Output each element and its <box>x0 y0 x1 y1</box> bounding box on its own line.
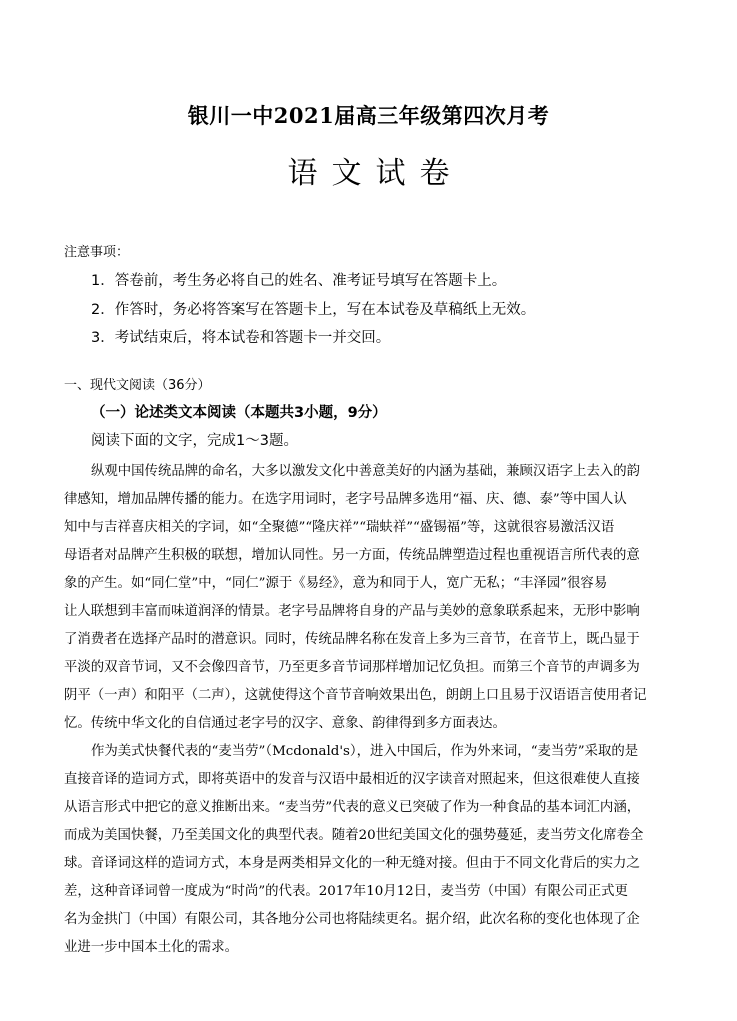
exam-title: 银川一中2021届高三年级第四次月考 <box>187 103 550 128</box>
passage-line: 名为金拱门（中国）有限公司，其各地分公司也将陆续更名。据介绍，此次名称的变化也体现了企 <box>64 912 640 927</box>
notice-item: 2．作答时，务必将答案写在答题卡上，写在本试卷及草稿纸上无效。 <box>91 302 536 318</box>
passage-line: 从语言形式中把它的意义推断出来。“麦当劳”代表的意义已突破了作为一种食品的基本词汇内涵， <box>64 800 641 815</box>
section-heading: 一、现代文阅读（36分） <box>64 378 211 393</box>
passage-line: 作为美式快餐代表的“麦当劳”（Mcdonald's），进入中国后，作为外来词，“麦当劳”采取的是 <box>91 744 639 759</box>
passage-line: 业进一步中国本土化的需求。 <box>64 940 239 955</box>
passage-line: 了消费者在选择产品时的潜意识。同时，传统品牌名称在发音上多为三音节，在音节上，既凸显于 <box>64 632 640 647</box>
notice-heading: 注意事项： <box>64 245 130 260</box>
passage-line: 母语者对品牌产生积极的联想，增加认同性。另一方面，传统品牌塑造过程也重视语言所代表的意 <box>64 548 640 563</box>
passage-line: 知中与吉祥喜庆相关的字词，如“全聚德”“隆庆祥”“瑞蚨祥”“盛锡福”等，这就很容易激活汉语 <box>64 520 615 535</box>
passage-line: 而成为美国快餐，乃至美国文化的典型代表。随着20世纪美国文化的强势蔓延，麦当劳文化席卷全 <box>64 828 644 843</box>
passage-line: 律感知，增加品牌传播的能力。在选字用词时，老字号品牌多选用“福、庆、德、泰”等中国人认 <box>64 492 627 507</box>
reading-instruction: 阅读下面的文字，完成1～3题。 <box>91 433 298 449</box>
passage-line: 平淡的双音节词，又不会像四音节，乃至更多音节词那样增加记忆负担。而第三个音节的声调多为 <box>64 660 640 675</box>
passage-line: 象的产生。如“同仁堂”中，“同仁”源于《易经》，意为和同于人，宽广无私；“丰泽园”很容易 <box>64 576 608 591</box>
notice-item: 3．考试结束后，将本试卷和答题卡一并交回。 <box>91 330 391 346</box>
notice-item: 1．答卷前，考生务必将自己的姓名、准考证号填写在答题卡上。 <box>91 273 507 289</box>
subject-title: 语文试卷 <box>287 156 464 191</box>
passage-line: 球。音译词这样的造词方式，本身是两类相异文化的一种无缝对接。但由于不同文化背后的实力之 <box>64 856 640 871</box>
subsection-heading: （一）论述类文本阅读（本题共3小题，9分） <box>91 405 387 421</box>
passage-line: 忆。传统中华文化的自信通过老字号的汉字、意象、韵律得到多方面表达。 <box>64 716 506 731</box>
passage-line: 直接音译的造词方式，即将英语中的发音与汉语中最相近的汉字读音对照起来，但这很难使人直接 <box>64 772 640 787</box>
passage-line: 让人联想到丰富而味道润泽的情景。老字号品牌将自身的产品与美妙的意象联系起来，无形中影响 <box>64 604 640 619</box>
passage-line: 纵观中国传统品牌的命名，大多以激发文化中善意美好的内涵为基础，兼顾汉语字上去入的韵 <box>91 464 641 479</box>
passage-line: 阴平（一声）和阳平（二声），这就使得这个音节音响效果出色，朗朗上口且易于汉语语言使用者记 <box>64 688 647 703</box>
passage-line: 差，这种音译词曾一度成为“时尚”的代表。2017年10月12日，麦当劳（中国）有限公司正式更 <box>64 884 628 899</box>
